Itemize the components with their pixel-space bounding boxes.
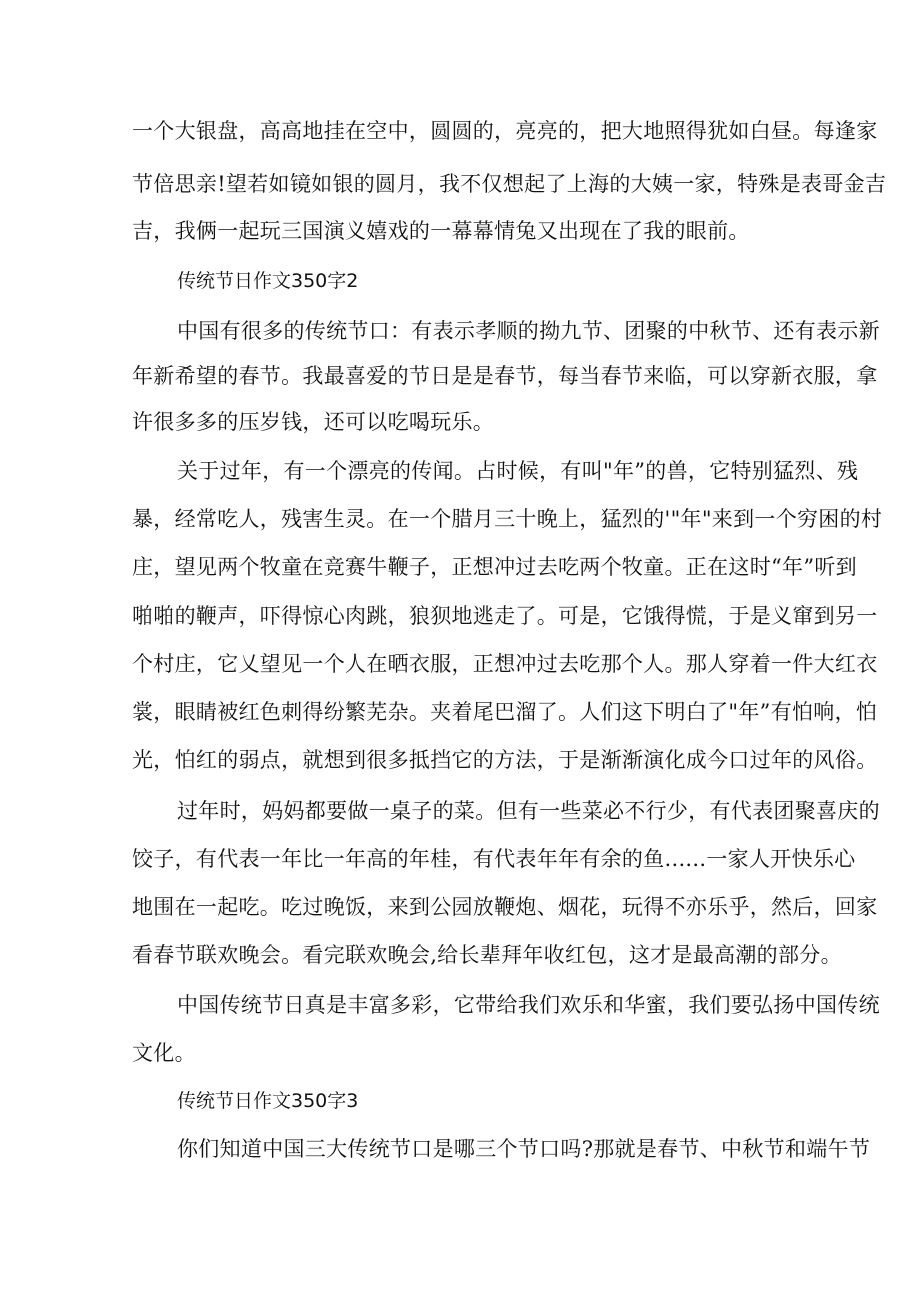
paragraph-line: 庄，望见两个牧童在竞赛牛鞭子，正想冲过去吃两个牧童。正在这时“年”听到 — [132, 555, 857, 579]
paragraph-line: 一个大银盘，高高地挂在空中，圆圆的，亮亮的，把大地照得犹如白昼。每逢家 — [132, 119, 878, 143]
paragraph-line: 饺子，有代表一年比一年高的年桂，有代表年年有余的鱼......一家人开快乐心 — [132, 847, 856, 871]
paragraph-line: 暴，经常吃人，残害生灵。在一个腊月三十晚上，猛烈的'"年"来到一个穷困的村 — [132, 507, 883, 531]
paragraph-line: 过年时，妈妈都要做一桌子的菜。但有一些菜必不行少，有代表团聚喜庆的 — [177, 799, 880, 823]
paragraph-line: 看春节联欢晚会。看完联欢晚会,给长辈拜年收红包，这才是最高潮的部分。 — [132, 943, 842, 967]
paragraph-line: 文化。 — [132, 1041, 196, 1065]
paragraph-line: 年新希望的春节。我最喜爱的节日是是春节，每当春节来临，可以穿新衣服，拿 — [132, 364, 878, 388]
paragraph-line: 关于过年，有一个漂亮的传闻。占时候，有叫"年”的兽，它特别猛烈、残 — [177, 459, 859, 483]
paragraph-line: 地围在一起吃。吃过晚饭，来到公园放鞭炮、烟花，玩得不亦乐乎，然后，回家 — [132, 895, 878, 919]
section-heading: 传统节日作文350字3 — [177, 1090, 359, 1112]
paragraph-line: 节倍思亲!望若如镜如银的圆月，我不仅想起了上海的大姨一家，特殊是表哥金吉 — [132, 172, 887, 196]
paragraph-line: 光，怕红的弱点，就想到很多抵挡它的方法，于是渐渐演化成今口过年的风俗。 — [132, 748, 878, 772]
paragraph-line: 你们知道中国三大传统节口是哪三个节口吗?那就是春节、中秋节和端午节 — [177, 1137, 871, 1161]
section-heading: 传统节日作文350字2 — [177, 270, 359, 292]
paragraph-line: 啪啪的鞭声，吓得惊心肉跳，狼狈地逃走了。可是，它饿得慌，于是义窜到另一 — [132, 604, 878, 628]
paragraph-line: 个村庄，它乂望见一个人在晒衣服，正想冲过去吃那个人。那人穿着一件大红衣 — [132, 652, 878, 676]
paragraph-line: 裳，眼睛被红色刺得纷繁芜杂。夹着尾巴溜了。人们这下明白了"年”有怕响，怕 — [132, 700, 878, 724]
paragraph-line: 中国传统节日真是丰富多彩，它带给我们欢乐和华蜜，我们要弘扬中国传统 — [177, 993, 880, 1017]
paragraph-line: 吉，我俩一起玩三国演义嬉戏的一幕幕情兔又出现在了我的眼前。 — [132, 219, 750, 243]
paragraph-line: 中国有很多的传统节口：有表示孝顺的拗九节、团聚的中秋节、还有表示新 — [177, 319, 880, 343]
paragraph-line: 许很多多的压岁钱，还可以吃喝玩乐。 — [132, 410, 495, 434]
